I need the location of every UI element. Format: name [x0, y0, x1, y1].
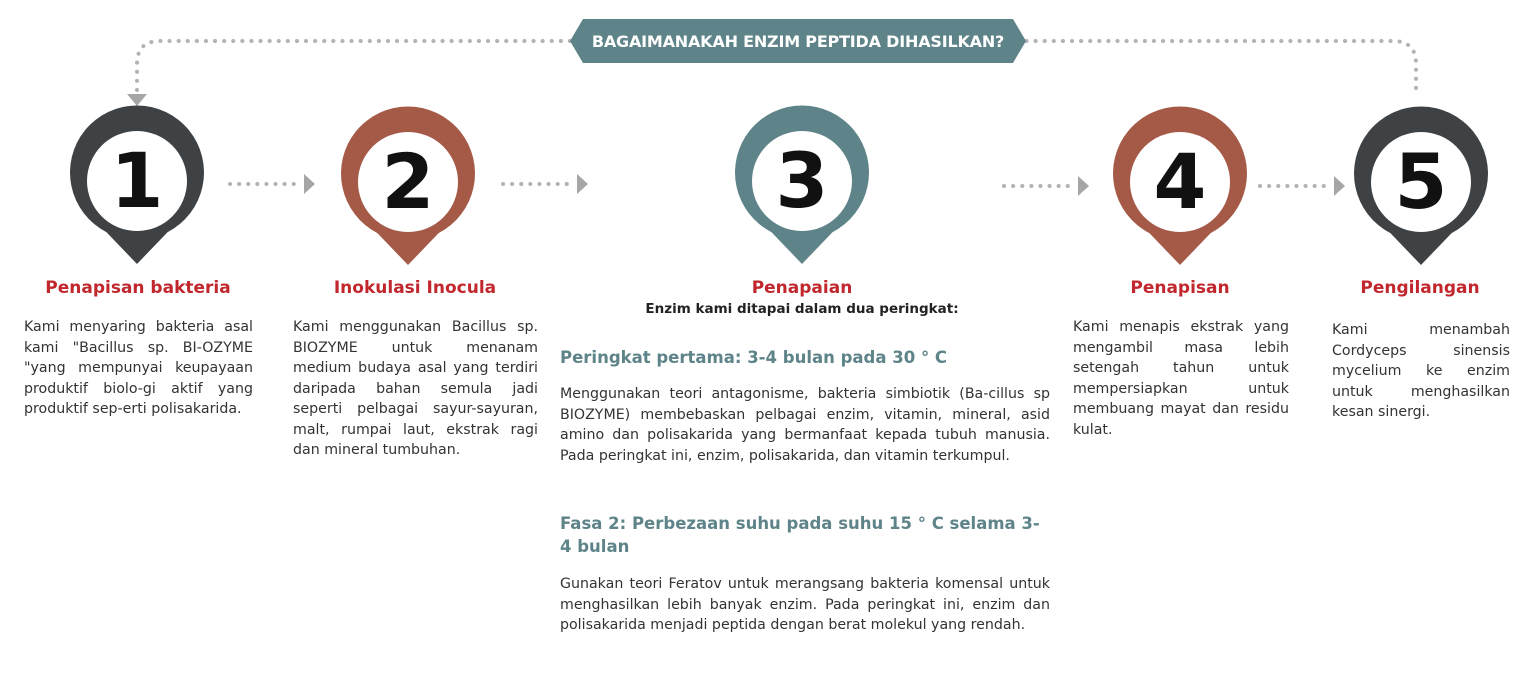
phase-2-title: Fasa 2: Perbezaan suhu pada suhu 15 ° C selama 3-4 bulan — [560, 514, 1040, 556]
step-2-description: Kami menggunakan Bacillus sp. BIOZYME untuk menanam medium budaya asal yang terdiri daripada bahan semula jadi seperti pelbagai sayur-sayuran, malt, rumpai laut, ekstrak ragi dan mineral tumbuhan. — [293, 319, 538, 458]
connector-2-3 — [503, 174, 588, 194]
step-4-heading: Penapisan — [1130, 278, 1230, 298]
loop-arrowhead-icon — [127, 94, 147, 106]
arrow-right-icon — [1078, 176, 1089, 196]
step-4-description: Kami menapis ekstrak yang mengambil masa lebih setengah tahun untuk mempersiapkan untuk membuang mayat dan residu kulat. — [1073, 319, 1289, 438]
step-3-subtitle: Enzim kami ditapai dalam dua peringkat: — [645, 301, 959, 317]
step-3-number: 3 — [775, 136, 829, 225]
arrow-right-icon — [577, 174, 588, 194]
step-1-heading: Penapisan bakteria — [45, 278, 231, 298]
connector-4-5 — [1260, 176, 1345, 196]
step-2-heading: Inokulasi Inocula — [333, 278, 497, 298]
connector-3-4 — [1004, 176, 1089, 196]
step-1-description: Kami menyaring bakteria asal kami "Bacillus sp. BI-OZYME "yang mempunyai keupayaan produktif biolo-gi aktif yang produktif sep-erti polisakarida. — [24, 319, 253, 417]
phase-1-title: Peringkat pertama: 3-4 bulan pada 30 ° C — [560, 348, 948, 367]
step-5-number: 5 — [1394, 137, 1448, 226]
step-2-number: 2 — [381, 137, 435, 226]
phase-2-description: Gunakan teori Feratov untuk merangsang bakteria komensal untuk menghasilkan lebih banyak enzim. Pada peringkat ini, enzim dan polisakarida menjadi peptida dengan berat molekul yang rendah. — [560, 576, 1050, 633]
step-3-heading: Penapaian — [751, 278, 853, 298]
arrow-right-icon — [1334, 176, 1345, 196]
phase-1-description: Menggunakan teori antagonisme, bakteria simbiotik (Ba-cillus sp BIOZYME) membebaskan pelbagai enzim, vitamin, mineral, asid amino dan polisakarida yang bermanfaat kepada tubuh manusia. Pada peringkat ini, enzim, polisakarida, dan vitamin terkumpul. — [560, 386, 1050, 464]
step-5-description: Kami menambah Cordyceps sinensis mycelium ke enzim untuk menghasilkan kesan sinergi. — [1332, 322, 1510, 420]
step-5-heading: Pengilangan — [1360, 278, 1480, 298]
arrow-right-icon — [304, 174, 315, 194]
connector-1-2 — [230, 174, 315, 194]
step-4-number: 4 — [1153, 137, 1207, 226]
step-1-number: 1 — [110, 136, 164, 225]
diagram-title: BAGAIMANAKAH ENZIM PEPTIDA DIHASILKAN? — [591, 31, 1005, 51]
